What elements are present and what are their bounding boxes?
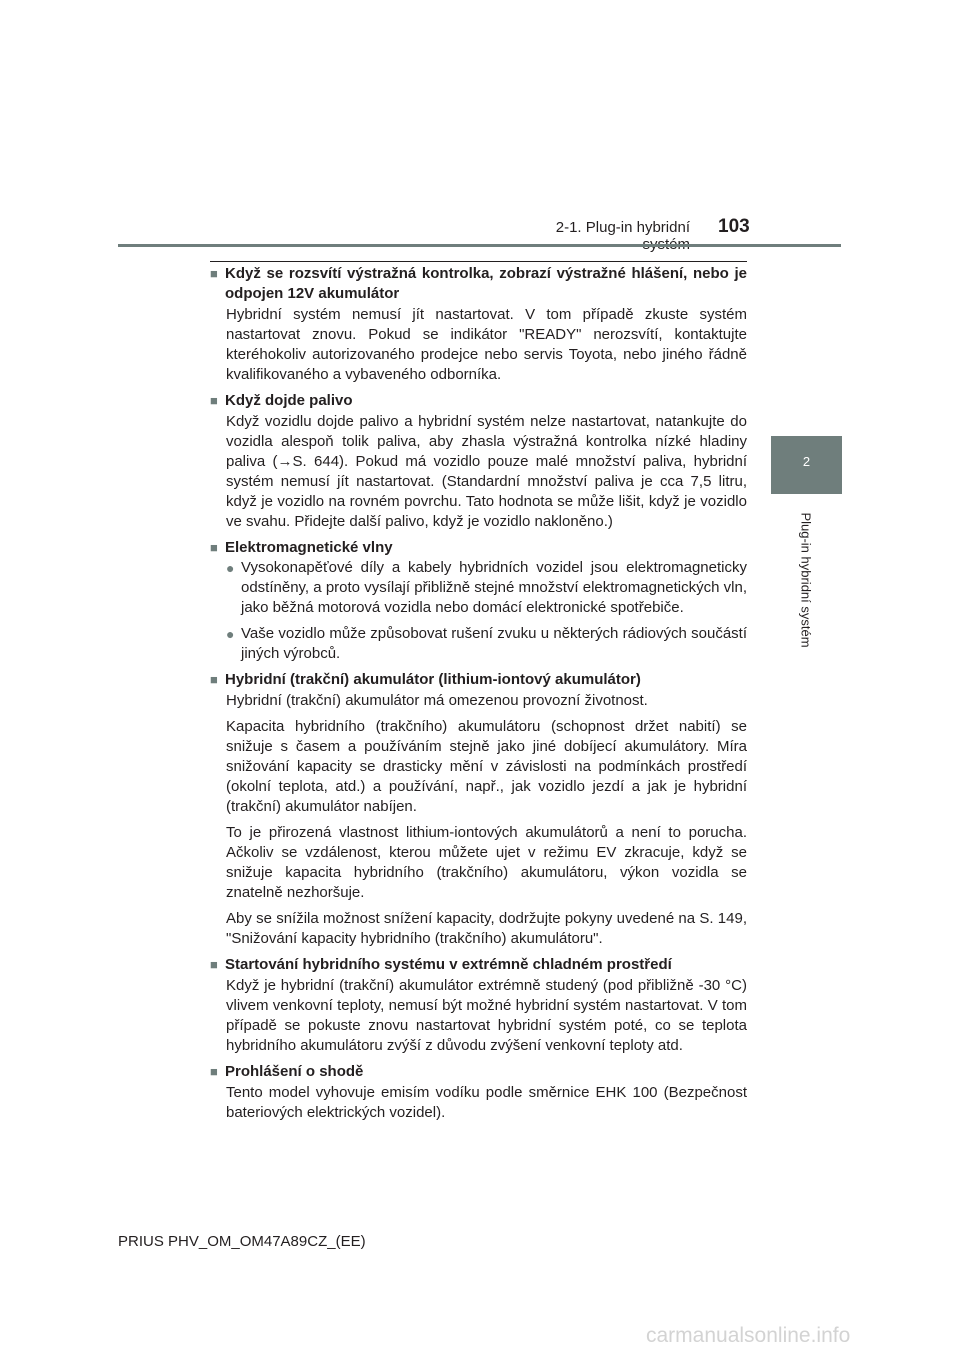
list-item-text: Vysokonapěťové díly a kabely hybridních vozidel jsou elektromagneticky odstíněny, a proto vysílají přibližně stejné množství elektromagnetických vln, jako běžná motorová vozidla nebo domácí elektronické spotřebiče. [241,559,747,616]
section-heading-text: Elektromagnetické vlny [225,539,393,556]
section-traction-battery [210,670,747,949]
section-em-waves [210,538,747,664]
square-bullet-icon: ■ [210,672,218,687]
list-item-text: Vaše vozidlo může způsobovat rušení zvuku u některých rádiových součástí jiných výrobců. [241,625,747,662]
content-body [210,264,747,1129]
square-bullet-icon: ■ [210,540,218,555]
content-top-rule [210,261,747,262]
paragraph: Aby se snížila možnost snížení kapacity, dodržujte pokyny uvedené na S. 149, "Snižování kapacity hybridního (trakčního) akumulátoru". [226,910,747,947]
square-bullet-icon: ■ [210,1064,218,1079]
paragraph: Tento model vyhovuje emisím vodíku podle směrnice EHK 100 (Bezpečnost bateriových elektrických vozidel). [226,1084,747,1121]
chapter-tab-label: Plug-in hybridní systém [798,512,814,648]
section-heading [210,538,747,558]
paragraph: Když vozidlu dojde palivo a hybridní systém nelze nastartovat, natankujte do vozidla alespoň tolik paliva, aby zhasla výstražná kontrolka nízké hladiny paliva (→S. 644). Pokud má vozidlo pouze malé množství paliva, hybridní systém nemusí jít nastartovat. (Standardní množství paliva je cca 7,5 litru, když je vozidlo na rovném povrchu. Tato hodnota se může lišit, když je vozidlo ve svahu. Přidejte další palivo, když je vozidlo nakloněno.) [226,413,747,530]
section-heading-text: Prohlášení o shodě [225,1063,364,1080]
section-heading-text: Startování hybridního systému v extrémně chladném prostředí [225,956,672,973]
section-heading [210,670,747,690]
section-heading [210,1062,747,1082]
circle-bullet-icon: ● [226,626,235,642]
header-rule [118,244,841,247]
section-heading-text: Když dojde palivo [225,392,353,409]
section-heading [210,955,747,975]
paragraph: Když je hybridní (trakční) akumulátor extrémně studený (pod přibližně -30 °C) vlivem venkovní teploty, nemusí být možné hybridní systém nastartovat. V tom případě se pokuste znovu nastartovat hybridní systém poté, co se teplota hybridního akumulátoru zvýší z důvodu zvýšení venkovní teploty atd. [226,977,747,1054]
section-fuel [210,391,747,532]
square-bullet-icon: ■ [210,957,218,972]
section-heading [210,264,747,304]
paragraph: To je přirozená vlastnost lithium-iontových akumulátorů a není to porucha. Ačkoliv se vzdálenost, kterou můžete ujet v režimu EV zkracuje, když se snižuje kapacita hybridního (trakčního) akumulátoru, výkon vozidla se znatelně nezhoršuje. [226,824,747,901]
page-number: 103 [718,216,750,237]
list-item [226,558,747,618]
paragraph: Hybridní systém nemusí jít nastartovat. V tom případě zkuste systém nastartovat znovu. Pokud se indikátor "READY" nerozsvítí, kontaktujte kteréhokoliv autorizovaného prodejce nebo servis Toyota, nebo jiného řádně kvalifikovaného a vybaveného odborníka. [226,306,747,383]
paragraph: Kapacita hybridního (trakčního) akumulátoru (schopnost držet nabití) se snižuje s časem a používáním stejně jako jiné dobíjecí akumulátory. Míra snižování kapacity se drasticky mění v závislosti na podmínkách prostředí (okolní teplota, atd.) a používání, např., jak vozidlo jezdí a jak je hybridní (trakční) akumulátor nabíjen. [226,718,747,815]
section-heading-text: Hybridní (trakční) akumulátor (lithium-iontový akumulátor) [225,671,641,688]
chapter-tab-number: 2 [771,436,842,494]
header-section-title: 2-1. Plug-in hybridní [555,219,690,236]
list-item [226,624,747,664]
footer-document-code: PRIUS PHV_OM_OM47A89CZ_(EE) [118,1233,366,1250]
circle-bullet-icon: ● [226,560,235,576]
watermark: carmanualsonline.info [646,1324,851,1347]
section-warning-light [210,264,747,385]
square-bullet-icon: ■ [210,393,218,408]
section-conformity [210,1062,747,1123]
paragraph: Hybridní (trakční) akumulátor má omezenou provozní životnost. [226,692,648,709]
section-heading [210,391,747,411]
section-heading-text: Když se rozsvítí výstražná kontrolka, zobrazí výstražné hlášení, nebo je odpojen 12V akumulátor [225,265,747,302]
square-bullet-icon: ■ [210,266,218,281]
section-cold-start [210,955,747,1056]
